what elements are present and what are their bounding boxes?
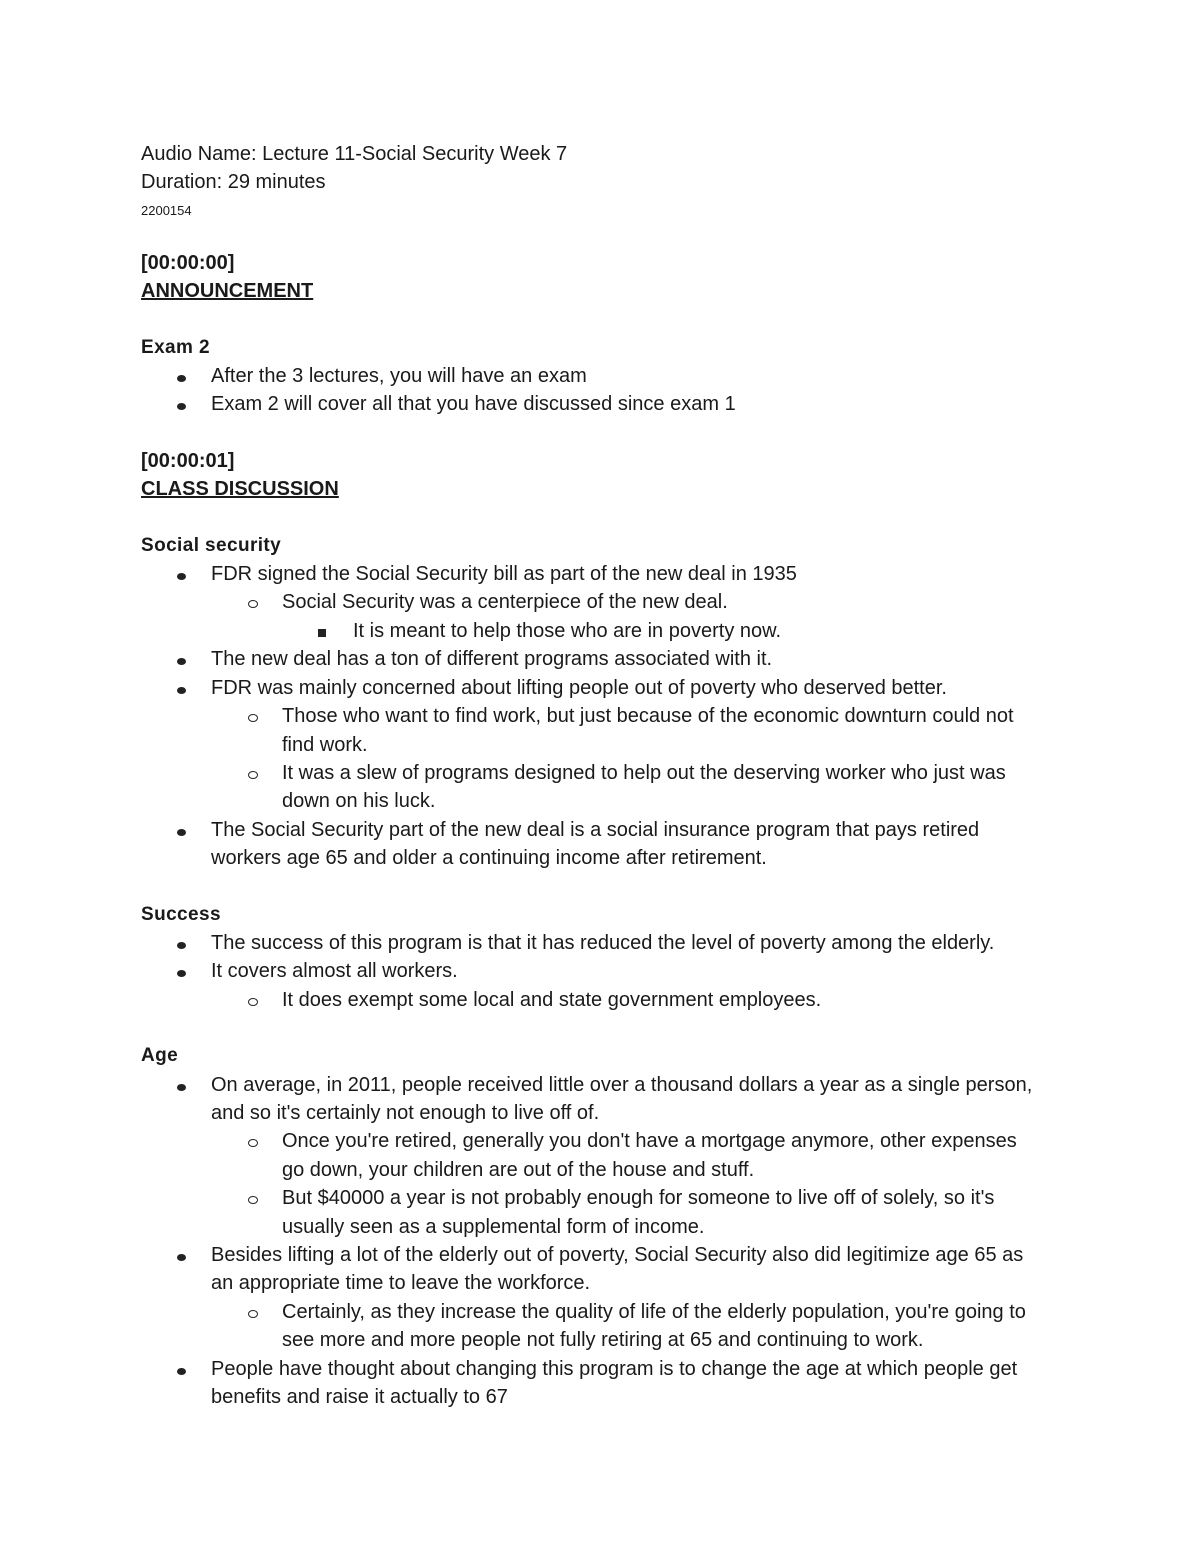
list-item: FDR was mainly concerned about lifting people out of poverty who deserved better.	[141, 674, 1121, 702]
list-item: Besides lifting a lot of the elderly out of poverty, Social Security also did legitimize age 65 as	[141, 1241, 1121, 1269]
bullet-circle-icon	[248, 600, 258, 608]
list-item-continuation: and so it's certainly not enough to live off of.	[211, 1101, 600, 1124]
bullet-disc-icon	[177, 1368, 186, 1375]
list-item: The success of this program is that it has reduced the level of poverty among the elderly.	[141, 929, 1121, 957]
list-item: Certainly, as they increase the quality of life of the elderly population, you're going to	[141, 1298, 1121, 1326]
list-item-continuation: down on his luck.	[282, 790, 436, 813]
bullet-disc-icon	[177, 375, 186, 382]
timestamp-discussion: [00:00:01]	[141, 449, 235, 472]
heading-exam-2: Exam 2	[141, 336, 210, 358]
section-title-announcement: ANNOUNCEMENT	[141, 280, 314, 303]
bullet-disc-icon	[177, 942, 186, 949]
bullet-disc-icon	[177, 829, 186, 836]
heading-age: Age	[141, 1045, 179, 1067]
list-item-continuation: workers age 65 and older a continuing income after retirement.	[211, 847, 767, 870]
list-item-continuation: an appropriate time to leave the workforce.	[211, 1272, 591, 1295]
list-item: Once you're retired, generally you don't have a mortgage anymore, other expenses	[141, 1127, 1121, 1155]
list-item: FDR signed the Social Security bill as part of the new deal in 1935	[141, 560, 1121, 588]
list-item: The new deal has a ton of different programs associated with it.	[141, 645, 1121, 673]
list-item-continuation: see more and more people not fully retiring at 65 and continuing to work.	[282, 1329, 924, 1352]
list-item: It is meant to help those who are in poverty now.	[141, 617, 1121, 645]
bullet-disc-icon	[177, 687, 186, 694]
list-item: It does exempt some local and state government employees.	[141, 986, 1121, 1014]
bullet-circle-icon	[248, 771, 258, 779]
duration: Duration: 29 minutes	[141, 171, 326, 194]
document-page	[141, 140, 1121, 1411]
list-item: On average, in 2011, people received little over a thousand dollars a year as a single person,	[141, 1071, 1121, 1099]
section-title-class-discussion: CLASS DISCUSSION	[141, 478, 339, 501]
list-item-continuation: go down, your children are out of the house and stuff.	[282, 1158, 755, 1181]
bullet-circle-icon	[248, 998, 258, 1006]
heading-success: Success	[141, 903, 221, 925]
list-item: It was a slew of programs designed to help out the deserving worker who just was	[141, 759, 1121, 787]
list-item: Social Security was a centerpiece of the new deal.	[141, 588, 1121, 616]
list-item: After the 3 lectures, you will have an exam	[141, 362, 1121, 390]
list-item-continuation: benefits and raise it actually to 67	[211, 1386, 508, 1409]
bullet-circle-icon	[248, 714, 258, 722]
list-item: Exam 2 will cover all that you have discussed since exam 1	[141, 390, 1121, 418]
list-item: Those who want to find work, but just because of the economic downturn could not	[141, 702, 1121, 730]
audio-name: Audio Name: Lecture 11-Social Security Week 7	[141, 143, 568, 165]
bullet-circle-icon	[248, 1139, 258, 1147]
list-item: It covers almost all workers.	[141, 957, 1121, 985]
timestamp-announcement: [00:00:00]	[141, 251, 235, 274]
list-item: But $40000 a year is not probably enough for someone to live off of solely, so it's	[141, 1184, 1121, 1212]
list-item: The Social Security part of the new deal is a social insurance program that pays retired	[141, 816, 1121, 844]
document-code: 2200154	[141, 202, 192, 218]
bullet-square-icon	[318, 629, 326, 637]
bullet-disc-icon	[177, 1084, 186, 1091]
list-item: People have thought about changing this program is to change the age at which people get	[141, 1355, 1121, 1383]
bullet-disc-icon	[177, 403, 186, 410]
bullet-disc-icon	[177, 970, 186, 977]
bullet-disc-icon	[177, 573, 186, 580]
list-item-continuation: find work.	[282, 733, 368, 756]
bullet-circle-icon	[248, 1196, 258, 1204]
bullet-disc-icon	[177, 1254, 186, 1261]
bullet-disc-icon	[177, 658, 186, 665]
bullet-circle-icon	[248, 1310, 258, 1318]
list-item-continuation: usually seen as a supplemental form of income.	[282, 1215, 705, 1238]
heading-social-security: Social security	[141, 534, 282, 556]
